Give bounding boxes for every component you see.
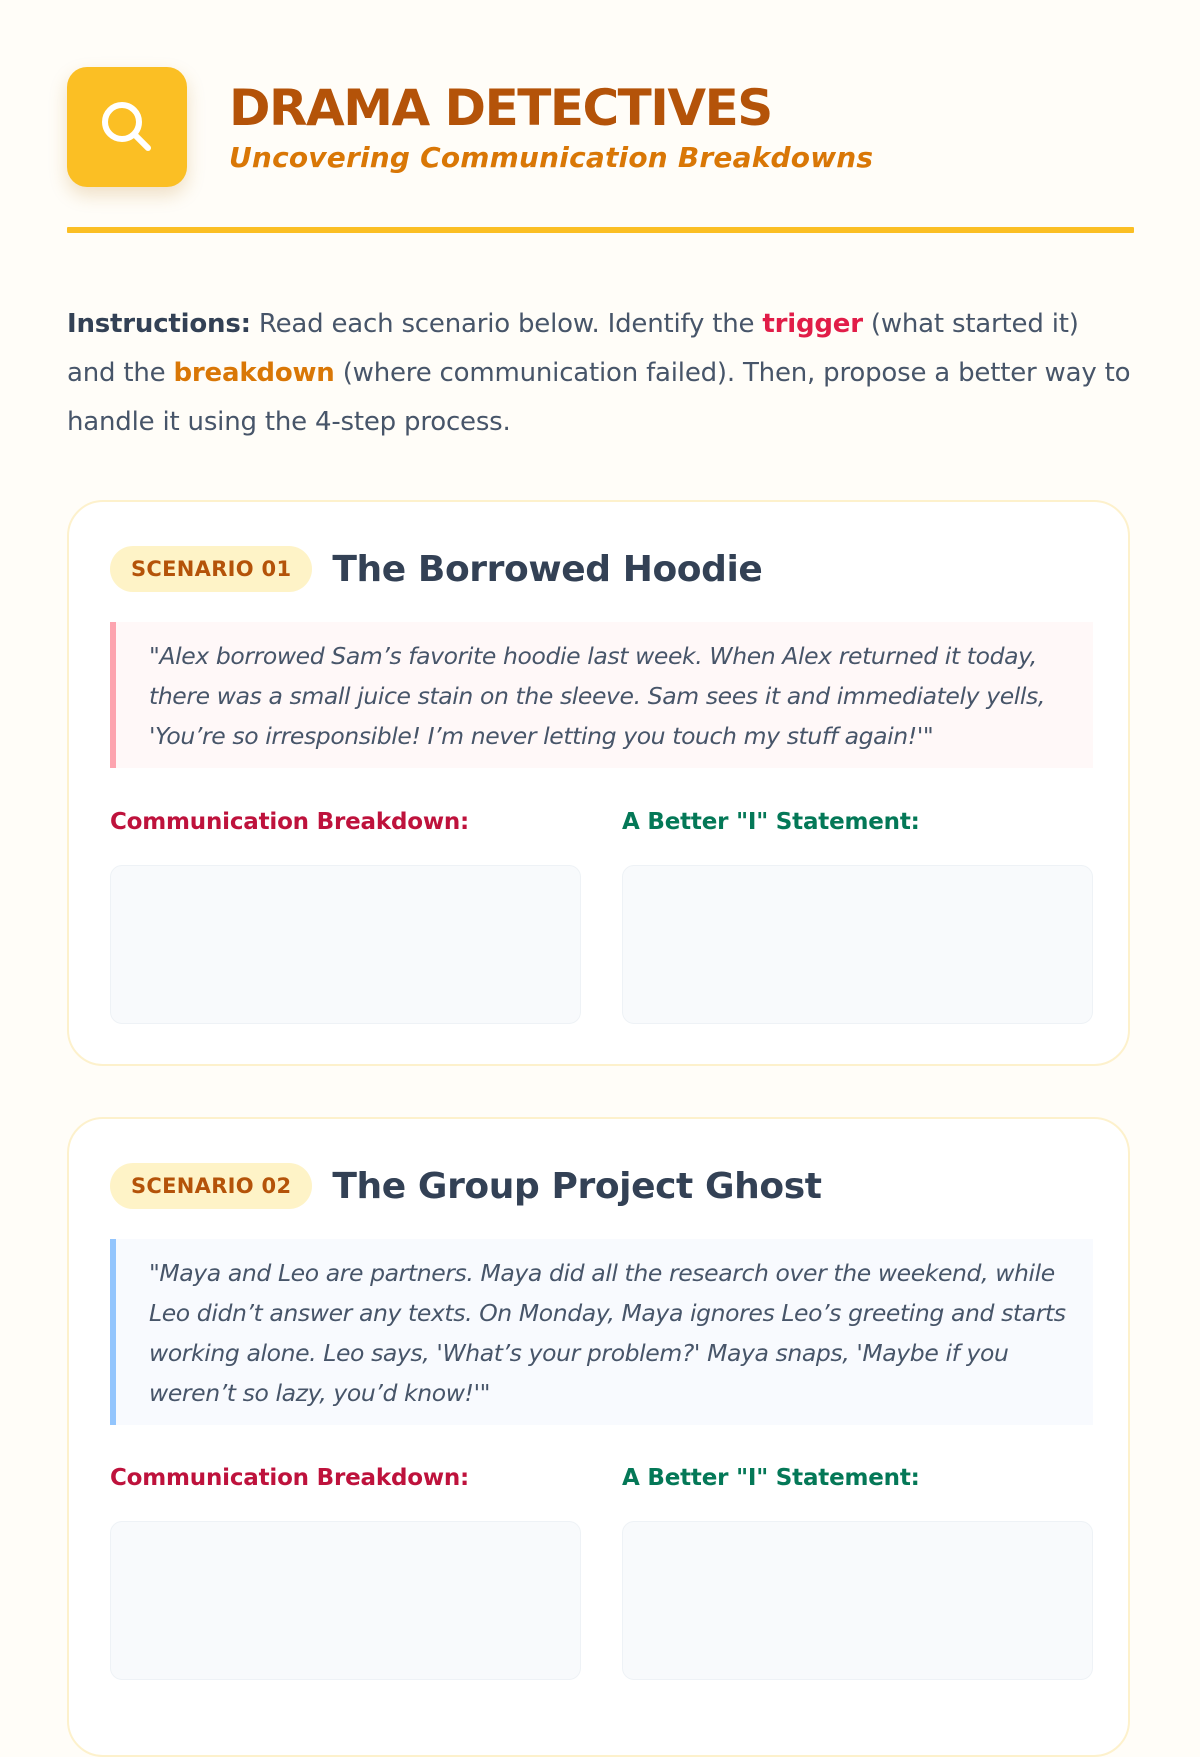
better-statement-answer-box[interactable] xyxy=(622,865,1093,1024)
header-divider xyxy=(67,227,1134,233)
breakdown-label: Communication Breakdown: xyxy=(110,1465,470,1491)
search-icon xyxy=(97,97,157,157)
instructions-paragraph xyxy=(67,300,1134,447)
header-text xyxy=(229,80,873,174)
page-title: DRAMA DETECTIVES xyxy=(229,79,772,138)
page-subtitle: Uncovering Communication Breakdowns xyxy=(229,140,874,174)
scenario-title: The Borrowed Hoodie xyxy=(332,548,763,590)
instructions-lead: Instructions: xyxy=(67,309,251,339)
scenario-header xyxy=(110,546,762,592)
breakdown-answer-box[interactable] xyxy=(110,865,581,1024)
better-statement-label: A Better "I" Statement: xyxy=(622,1465,920,1491)
instructions-text: (what started it) and the xyxy=(67,309,1079,388)
scenario-quote: "Maya and Leo are partners. Maya did all the research over the weekend, while Leo didn’t answer any texts. On Monday, Maya ignores Leo’s greeting and starts working alone. Leo says, 'What’s your problem?' Maya snaps, 'Maybe if you weren’t so lazy, you’d know!'" xyxy=(110,1239,1093,1425)
instructions-text: (where communication failed). Then, propose a better way to handle it using the 4-step process. xyxy=(67,358,1131,437)
worksheet-page xyxy=(67,67,1134,1491)
scenario-card xyxy=(67,500,1130,1066)
logo-badge xyxy=(67,67,187,187)
breakdown-label: Communication Breakdown: xyxy=(110,809,470,835)
scenario-badge: SCENARIO 01 xyxy=(110,546,312,592)
breakdown-answer-box[interactable] xyxy=(110,1521,581,1680)
better-statement-label: A Better "I" Statement: xyxy=(622,809,920,835)
scenario-title: The Group Project Ghost xyxy=(332,1165,822,1207)
scenario-quote: "Alex borrowed Sam’s favorite hoodie last week. When Alex returned it today, there was a small juice stain on the sleeve. Sam sees it and immediately yells, 'You’re so irresponsible! I’m never letting you touch my stuff again!'" xyxy=(110,622,1093,768)
scenario-card xyxy=(67,1117,1130,1757)
better-statement-answer-box[interactable] xyxy=(622,1521,1093,1680)
worksheet-header xyxy=(67,67,1134,187)
scenario-header xyxy=(110,1163,822,1209)
scenario-badge: SCENARIO 02 xyxy=(110,1163,312,1209)
breakdown-keyword: breakdown xyxy=(173,358,335,388)
instructions-text: Read each scenario below. Identify the xyxy=(250,309,763,339)
trigger-keyword: trigger xyxy=(762,309,863,339)
